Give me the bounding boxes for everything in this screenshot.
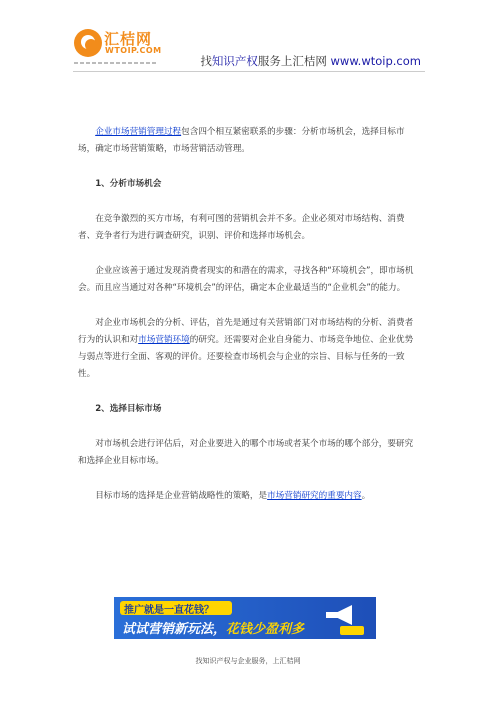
- header-divider: [73, 71, 425, 72]
- section-heading-2: 2、选择目标市场: [95, 404, 162, 414]
- tagline-emphasis: 知识产权: [211, 54, 258, 68]
- header-tagline: [200, 53, 421, 69]
- wtoip-logo[interactable]: [74, 28, 162, 68]
- paragraph-4: [78, 315, 420, 383]
- logo-en-text: WTOIP.COM: [105, 46, 162, 55]
- paragraph-6-text-b: 。: [361, 491, 371, 501]
- paragraph-4-text-b: 的研究。还需要对企业自身能力、市场竞争地位、企业优势与弱点等进行全面、客观的评价。还要检查市场机会与企业的宗旨、目标与任务的一致性。: [78, 335, 414, 379]
- logo-subline: [74, 62, 158, 64]
- banner-slogan: [122, 618, 304, 637]
- banner-slogan-b: 花钱少盈利多: [226, 622, 305, 637]
- banner-headline: 推广就是一直花钱？: [124, 605, 214, 616]
- megaphone-icon: [326, 605, 352, 625]
- paragraph-intro-text: 包含四个相互紧密联系的步骤：分析市场机会，选择目标市场，确定市场营销策略，市场营销活动管理。: [78, 127, 405, 154]
- paragraph-6-text-a: 目标市场的选择是企业营销战略性的策略，是: [95, 491, 268, 501]
- page-footer: 找知识产权与企业服务，上汇桔网: [195, 657, 301, 665]
- article-body: [78, 124, 420, 505]
- marketing-environment-link[interactable]: 市场营销环境: [138, 335, 190, 345]
- paragraph-intro: [78, 124, 420, 158]
- banner-slogan-a: 试试营销新玩法，: [122, 622, 227, 637]
- banner-badge: [340, 626, 364, 635]
- marketing-process-link[interactable]: 企业市场营销管理过程: [95, 127, 182, 137]
- promo-banner[interactable]: [114, 597, 376, 639]
- marketing-research-link[interactable]: 市场营销研究的重要内容: [267, 491, 362, 501]
- logo-cn-text: 汇桔网: [104, 30, 153, 48]
- tagline-url-link[interactable]: www.wtoip.com: [330, 54, 421, 68]
- paragraph-6: [78, 488, 420, 505]
- paragraph-5: 对市场机会进行评估后，对企业要进入的哪个市场或者某个市场的哪个部分，要研究和选择企业目标市场。: [78, 439, 414, 466]
- tagline-prefix: 找: [200, 54, 212, 68]
- page-header: [0, 0, 496, 80]
- paragraph-4-text-a: 对企业市场机会的分析、评估，首先是通过有关营销部门对市场结构的分析、消费者行为的认识和对: [78, 318, 414, 345]
- section-heading-1: 1、分析市场机会: [95, 179, 162, 189]
- paragraph-2: 在竞争激烈的买方市场，有利可图的营销机会并不多。企业必须对市场结构、消费者、竞争者行为进行调查研究，识别、评价和选择市场机会。: [78, 214, 405, 241]
- tagline-suffix: 服务上汇桔网: [257, 54, 331, 68]
- logo-mark-icon: [74, 29, 102, 57]
- paragraph-3: 企业应该善于通过发现消费者现实的和潜在的需求，寻找各种“环境机会”，即市场机会。而且应当通过对各种“环境机会”的评估，确定本企业最适当的“企业机会”的能力。: [78, 266, 414, 293]
